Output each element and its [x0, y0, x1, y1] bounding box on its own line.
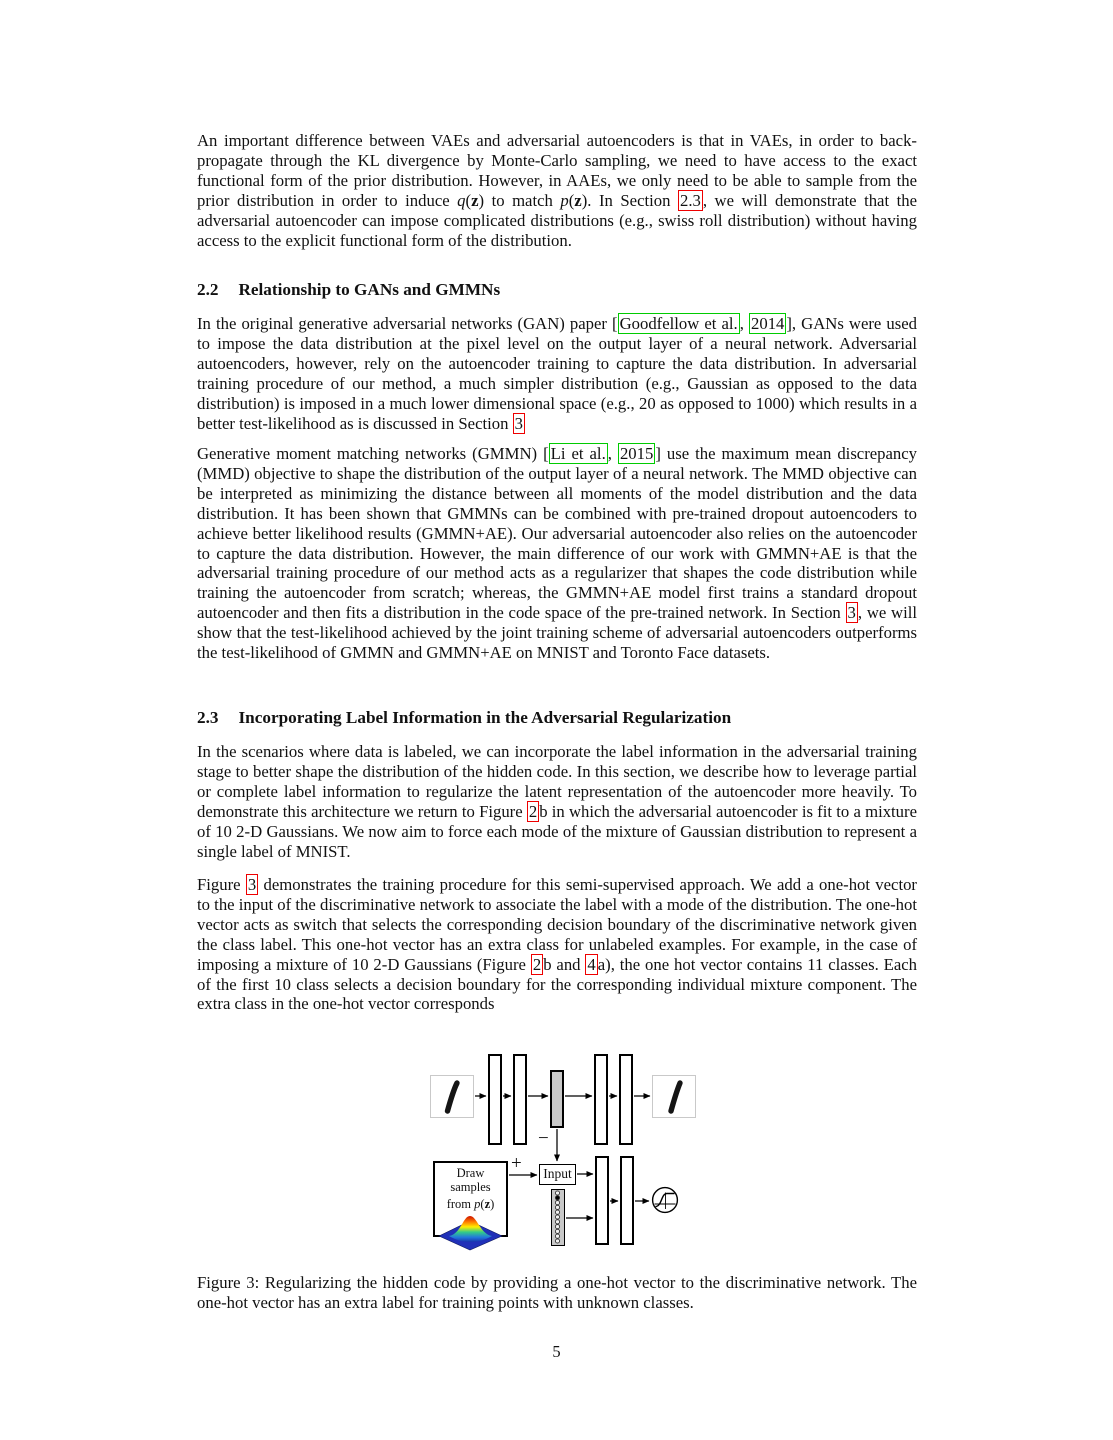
plus-sign-label: + — [511, 1153, 522, 1174]
math-italic-var: p — [474, 1197, 481, 1211]
math-italic-var: q — [457, 190, 466, 210]
paragraph-label-information: In the scenarios where data is labeled, we can incorporate the label information in the adversarial training stage to better shape the distribution of the hidden code. In this section, we describe how to leverage partial or complete label information to regularize the latent representation of the autoencoder more heavily. To demonstrate this architecture we return to Figure 2 b in which the adversarial autoencoder is fit to a mixture of 10 2-D Gaussians. We now aim to force each mode of the mixture of Gaussian distribution to represent a single label of MNIST. — [197, 742, 917, 861]
draw-samples-label-line1: Draw samples — [450, 1166, 491, 1194]
section-number: 2.3 — [197, 708, 219, 727]
paragraph-vae-difference: An important difference between VAEs and adversarial autoencoders is that in VAEs, in order to back-propagate through the KL divergence by Monte-Carlo sampling, we need to have access to the exact functional form of the prior distribution. However, in AAEs, we only need to be able to sample from the prior distribution in order to induce q(z) to match p(z). In Section 2.3 , we will demonstrate that the adversarial autoencoder can impose complicated distributions (e.g., swiss roll distribution) without having access to the explicit functional form of the distribution. — [197, 131, 918, 250]
paragraph-gmmn-relationship: Generative moment matching networks (GMMN) [ Li et al. , 2015 ] use the maximum mean discrepancy (MMD) objective to shape the distribution of the output layer of a neural network. The MMD objective can be interpreted as minimizing the distance between all moments of the model distribution and the data distribution. It has been shown that GMMNs can be combined with pre-trained dropout autoencoders to achieve better likelihood results (GMMN+AE). Our adversarial autoencoder also relies on the autoencoder to capture the data distribution. However, the main difference of our work with GMMN+AE is that the adversarial training procedure of our method acts as a regularizer that shapes the code distribution while training the autoencoder from scratch; whereas, the GMMN+AE model first trains a standard dropout autoencoder and then fits a distribution in the code space of the pre-trained network. In Section 3 , we will show that the test-likelihood achieved by the joint training scheme of adversarial autoencoders outperforms the test-likelihood of GMMN and GMMN+AE on MNIST and Toronto Face datasets. — [197, 444, 918, 663]
page-number: 5 — [552, 1342, 561, 1361]
math-bold-var: z — [471, 190, 479, 210]
math-bold-var: z — [484, 1197, 491, 1211]
figure-3-caption: Figure 3: Regularizing the hidden code by providing a one-hot vector to the discriminative network. The one-hot vector has an extra label for training points with unknown classes. — [197, 1272, 917, 1312]
internal-ref-link[interactable]: 4 — [587, 954, 596, 974]
draw-samples-label-line2: from p(z) — [446, 1197, 495, 1211]
section-heading-2-2 — [197, 280, 917, 300]
internal-ref-link[interactable]: 2 — [528, 801, 538, 821]
input-box-label: Input — [543, 1166, 572, 1181]
minus-sign-label: − — [538, 1128, 549, 1149]
math-bold-var: z — [574, 190, 582, 210]
figure-arrows — [425, 1045, 705, 1257]
paragraph-gan-relationship: In the original generative adversarial networks (GAN) paper [ Goodfellow et al. , 2014 ], GANs were used to impose the data distribution at the pixel level on the output layer of a neural network. Adversarial autoencoders, however, rely on the autoencoder training to capture the data distribution. In adversarial training procedure of our method, a much simpler distribution (e.g., Gaussian as opposed to the data distribution) is imposed in a much lower dimensional space (e.g., 20 as opposed to 1000) which results in a better test-likelihood as is discussed in Section 3 — [197, 314, 918, 433]
internal-ref-link[interactable]: 3 — [514, 413, 523, 433]
section-heading-2-3 — [197, 708, 917, 728]
section-title: Relationship to GANs and GMMNs — [238, 280, 501, 299]
section-title: Incorporating Label Information in the Adversarial Regularization — [238, 708, 732, 727]
citation-link[interactable]: 2014 — [751, 314, 785, 333]
internal-ref-link[interactable]: 2.3 — [679, 190, 701, 210]
internal-ref-link[interactable]: 3 — [247, 875, 257, 894]
figure-3-diagram — [425, 1045, 705, 1257]
internal-ref-link[interactable]: 2 — [532, 954, 542, 974]
math-italic-var: p — [560, 190, 569, 210]
citation-link[interactable]: Goodfellow et al. — [619, 314, 738, 333]
internal-ref-link[interactable]: 3 — [847, 603, 856, 623]
section-number: 2.2 — [197, 280, 219, 299]
citation-link[interactable]: Li et al. — [550, 444, 606, 463]
paragraph-semi-supervised-training: Figure 3 demonstrates the training procedure for this semi-supervised approach. We add a one-hot vector to the input of the discriminative network to associate the label with a mode of the distribution. The one-hot vector acts as switch that selects the corresponding decision boundary of the discriminative network given the class label. This one-hot vector has an extra class for unlabeled examples. For example, in the case of imposing a mixture of 10 2-D Gaussians (Figure 2 b and 4 a), the one hot vector contains 11 classes. Each of the first 10 class selects a decision boundary for the corresponding individual mixture component. The extra class in the one-hot vector corresponds — [197, 875, 917, 1014]
citation-link[interactable]: 2015 — [619, 444, 654, 463]
